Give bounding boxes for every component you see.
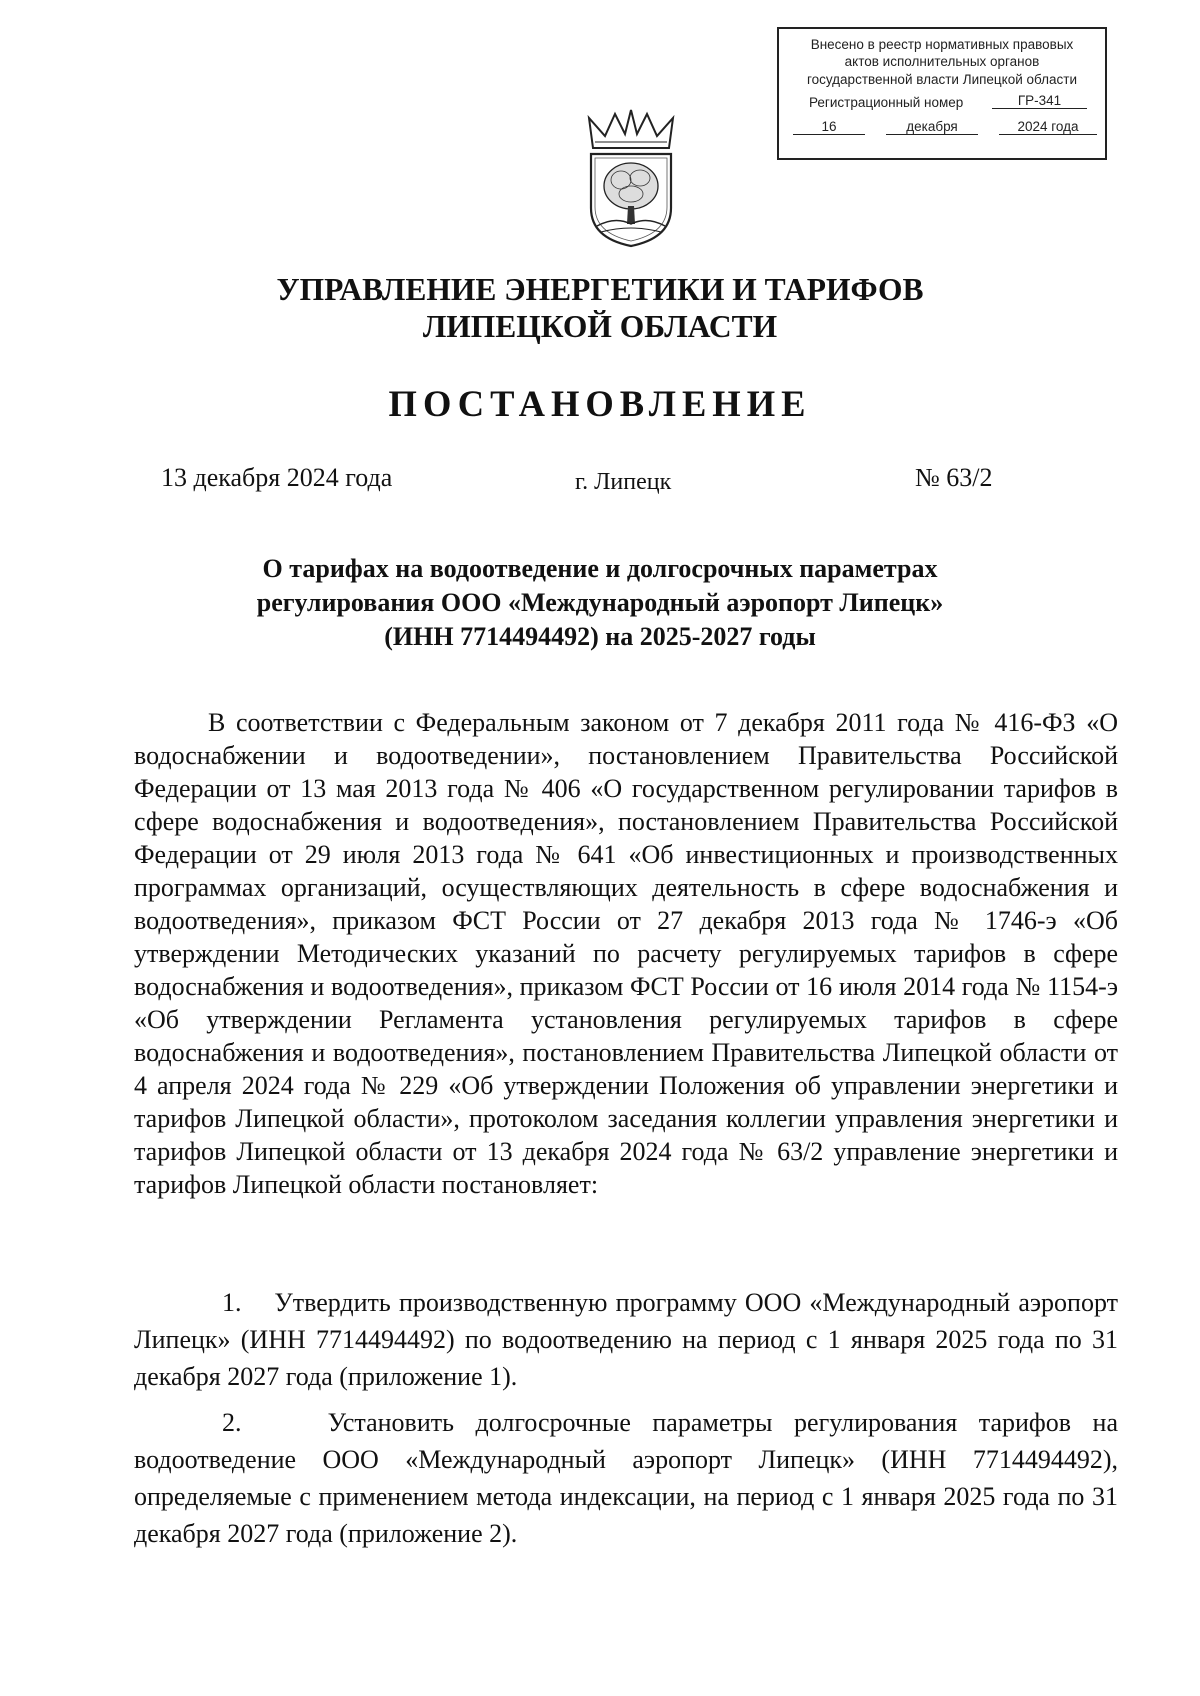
subject-line-1: О тарифах на водоотведение и долгосрочных параметрах bbox=[262, 554, 938, 583]
clause-2-number: 2. bbox=[222, 1408, 242, 1437]
stamp-reg-label: Регистрационный номер bbox=[809, 95, 964, 110]
stamp-year: 2024 года bbox=[999, 119, 1097, 135]
document-number: № 63/2 bbox=[915, 463, 993, 492]
subject-line-2: регулирования ООО «Международный аэропорт Липецк» bbox=[256, 588, 944, 617]
coat-of-arms-emblem bbox=[585, 108, 677, 248]
clause-1 bbox=[134, 1284, 1118, 1395]
org-name-line-2: ЛИПЕЦКОЙ ОБЛАСТИ bbox=[422, 309, 778, 344]
stamp-line-1: Внесено в реестр нормативных правовых bbox=[810, 37, 1074, 52]
preamble bbox=[134, 706, 1118, 1201]
preamble-text: В соответствии с Федеральным законом от 7 декабря 2011 года № 416-ФЗ «О водоснабжении и водоотведении», постановлением Правительства Российской Федерации от 13 мая 2013 года № 406 «О государственном регулировании тарифов в сфере водоснабжения и водоотведения», постановлением Правительства Российской Федерации от 29 июля 2013 года № 641 «Об инвестиционных и производственных программах организаций, осуществляющих деятельность в сфере водоснабжения и водоотведения», приказом ФСТ России от 27 декабря 2013 года № 1746-э «Об утверждении Методических указаний по расчету регулируемых тарифов в сфере водоснабжения и водоотведения», приказом ФСТ России от 16 июля 2014 года № 1154-э «Об утверждении Регламента установления регулируемых тарифов в сфере водоснабжения и водоотведения», постановлением Правительства Липецкой области от 4 апреля 2024 года № 229 «Об утверждении Положения об управлении энергетики и тарифов Липецкой области», протоколом заседания коллегии управления энергетики и тарифов Липецкой области от 13 декабря 2024 года № 63/2 управление энергетики и тарифов Липецкой области постановляет: bbox=[134, 708, 1118, 1199]
registry-stamp bbox=[777, 27, 1107, 160]
stamp-line-3: государственной власти Липецкой области bbox=[806, 72, 1078, 87]
org-name-line-1: УПРАВЛЕНИЕ ЭНЕРГЕТИКИ И ТАРИФОВ bbox=[276, 272, 924, 307]
clause-2-text: Установить долгосрочные параметры регулирования тарифов на водоотведение ООО «Международный аэропорт Липецк» (ИНН 7714494492), определяемые с применением метода индексации, на период с 1 января 2025 года по 31 декабря 2027 года (приложение 2). bbox=[134, 1408, 1118, 1548]
stamp-month: декабря bbox=[886, 119, 978, 135]
stamp-day: 16 bbox=[793, 119, 865, 135]
stamp-line-2: актов исполнительных органов bbox=[844, 54, 1040, 69]
clause-2 bbox=[134, 1404, 1118, 1552]
document-type-title: ПОСТАНОВЛЕНИЕ bbox=[388, 383, 812, 424]
subject-line-3: (ИНН 7714494492) на 2025-2027 годы bbox=[384, 622, 816, 651]
document-date: 13 декабря 2024 года bbox=[161, 463, 393, 492]
document-city: г. Липецк bbox=[575, 469, 672, 495]
clause-1-number: 1. bbox=[222, 1288, 242, 1317]
clause-1-text: Утвердить производственную программу ООО «Международный аэропорт Липецк» (ИНН 7714494492) по водоотведению на период с 1 января 2025 года по 31 декабря 2027 года (приложение 1). bbox=[134, 1288, 1118, 1391]
stamp-reg-number: ГР-341 bbox=[992, 93, 1087, 109]
